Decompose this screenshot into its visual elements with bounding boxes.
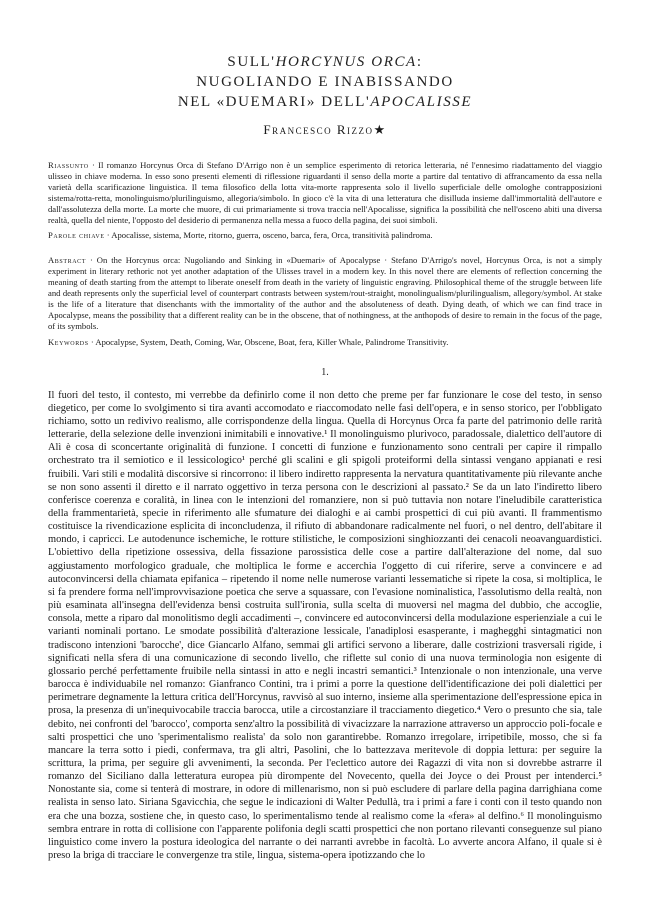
abstract-block	[48, 255, 602, 331]
body-text: Il fuori del testo, il contesto, mi verrebbe da definirlo come il non detto che preme per far funzionare le cose del testo, in senso diegetico, per come lo svolgimento si tira avanti accomodato e riaccomodato nelle fasi dell'opera, e in senso storico, per l'obbligato richiamo, sotto un redivivo realismo, alle corrispondenze della lingua. Quella di Horcynus Orca fa parte del patrimonio delle rarità letterarie, della selezione delle invenzioni inimitabili e innovative.¹ Il monolinguismo plurivoco, paradossale, dialettico dell'autore di Alì è cosa di sconcertante originalità di funzione. I concetti di funzione e funzionamento sono centrali per capire il rimpallo orchestrato tra il semiotico e il lessicologico¹ perché gli scalini e gli spigoli proteiformi della sintassi vengano appianati e resi fruibili. Vari stili e modalità discorsive si rincorrono: il libero indiretto rappresenta la nervatura quantitativamente più rilevante anche se non sono assenti il diretto e il narrato oggettivo in terza persona con le descrizioni al passato.² Se da un lato l'indiretto libero conferisce coerenza e coralità, in linea con le intenzioni del romanziere, non si può tuttavia non notare l'ineludibile caratteristica della frammentarietà, specie in riferimento alle sfumature dei dialoghi e ai cambi prospettici di cui più avanti. Il frammentismo costituisce la rivendicazione esplicita di inconcludenza, il rifiuto di abbandonare radicalmente nel fuori, o nel dentro, dell'abitare il mondo, i capricci. Le autodenunce ischemiche, le rotture stilistiche, le composizioni singhiozzanti dei cenacoli neoavanguardistici. L'obiettivo della ripetizione ossessiva, della fissazione parossistica delle cose a partire dall'alterazione del nome, dal suo aggiustamento morfologico graduale, che moltiplica le forme e accerchia l'oggetto di cui riferire, serve a convincere e ad autoconvincersi della chiamata epifanica – ripetendo il nome nelle numerose varianti lessematiche si ripete la cosa, si moltiplica, le si fa prendere forma nell'improvvisazione poetica che serve a squassare, con l'evasione nominalistica, l'assolutismo della realtà, non più esaminata all'insegna dell'evidenza bensì costruita sull'ironia, sulla scelta di muoversi nel magma del dubbio, che accoglie, consola, mette a riparo dal monolitismo degli accadimenti –, convincere ed autoconvincersi della modulazione esperienziale a cui le varianti nominali portano. Le smodate possibilità d'alterazione lessicale, l'anadiplosi esasperante, i maghegghi sintagmatici non tradiscono intenzioni 'barocche', dice Giancarlo Alfano, semmai gli artifici servono a liberare, dalle costrizioni trasversali rigide, i significati nella sfera di una comunicazione di secondo livello, che riflette sul conio di una nuova terminologia non esigente di glossario perché perfettamente fruibile nella sintassi in atto e negli incastri semantici.³ Intenzionale o non intenzionale, una verve barocca è individuabile nel romanzo: Gianfranco Contini, tra i primi a porre la questione dell'identificazione dei poli dialettici per perimetrare degnamente la lettura critica dell'Horcynus, ravvisò al suo interno, insieme alla sperimentazione dell'espressione epica in prosa, la presenza di un'inequivocabile traccia barocca, utile a circostanziare il tracciamento diegetico.⁴ Vero o presunto che sia, tale debito, nei confronti del 'barocco', comporta senz'altro la possibilità di vivacizzare la narrazione attraverso un approccio poli-focale e salti prospettici che uno 'sperimentalismo realista' da solo non garantirebbe. Romanzo irregolare, irripetibile, mosso, che si fa mancare la terra sotto i piedi, confermava, tra gli altri, Pasolini, che lo battezzava meritevole di doppia lettura: per seguire la scrittura, la prima, per seguire gli avvenimenti, la seconda. Per l'eclettico autore dei Ragazzi di vita non si dovrebbe astrarre il romanzo del Siciliano dalla letteratura europea più dirompente del Novecento, quella dei Joyce o dei Proust per intenderci.⁵ Nonostante sia, come si tenterà di mostrare, in odore di millenarismo, non si può escludere di parlare della pagina darrighiana come realista in senso lato. Siriana Sgavicchia, che segue le indicazioni di Walter Pedullà, tra i primi a fare i conti con il testo quando non era che una bozza, sostiene che, in questo caso, lo sperimentalismo tende al realismo come la «fera» al delfino.⁶ Il monolinguismo sembra entrare in rotta di collisione con l'apparente polifonia degli scatti prospettici che non portano rilevanti conseguenze sul piano linguistico come invero la postura ideologica del narrante o dei narranti avrebbe in facoltà. Lo avverte ancora Alfano, il quale si è preso la briga di tracciare le convergenze tra stile, lingua, sistema-opera ipotizzando che lo	[48, 389, 602, 862]
article-title	[48, 52, 602, 112]
parole-chiave-heading: Parole chiave	[48, 230, 105, 241]
riassunto-block	[48, 160, 602, 225]
parole-chiave-block	[48, 230, 602, 241]
keywords-text: · Apocalypse, System, Death, Coming, War, Obscene, Boat, fera, Killer Whale, Palindrome Transitivity.	[88, 336, 449, 347]
body-paragraph	[48, 389, 602, 863]
title-line-1: SULL'HORCYNUS ORCA:	[227, 54, 423, 70]
parole-chiave-text: · Apocalisse, sistema, Morte, ritorno, guerra, osceno, barca, fera, Orca, transitività palindroma.	[104, 230, 433, 241]
riassunto-heading: Riassunto	[48, 160, 89, 170]
title-line-2: NUGOLIANDO E INABISSANDO	[196, 74, 454, 90]
keywords-block	[48, 337, 602, 348]
author-name: Francesco Rizzo★	[263, 122, 387, 137]
riassunto-text: · Il romanzo Horcynus Orca di Stefano D'Arrigo non è un semplice esperimento di retorica letteraria, né l'ennesimo riadattamento del viaggio ulisseo in chiave moderna. In esso sono presenti elementi di riflessione riguardanti il senso della morte a partire dal tentativo di affrancamento da essa nella varietà della scarificazione linguistica. Il tema filosofico della lotta vita-morte rappresenta solo il livello superficiale delle omologhe contrapposizioni sistema/rotta-retta, monolinguismo/plurilinguismo, allegoria/simbolo. In gioco c'è la vita di una letteratura che disilluda insieme dall'immortalità dell'autore e dall'assolutezza della morte. La morte che muore, di cui primariamente si trova traccia nell'Apocalisse, significa la possibilità che nell'osceno abiti una diversa realtà, quella del niente, l'opposto del desiderio di permanenza nella messa a fuoco della pagina, dei suoi simboli.	[48, 160, 602, 225]
title-line-3: NEL «DUEMARI» DELL'APOCALISSE	[177, 94, 473, 110]
abstract-text: · On the Horcynus orca: Nugoliando and Sinking in «Duemari» of Apocalypse · Stefano D'Arrigo's novel, Horcynus Orca, is not a simply experiment in literary rethoric not yet another adaptation of the Ulisses travel in a modern key. In this novel there are elements of reflection concerning the meaning of death starting from the attempt to liberate oneself from death in the variety of linguistic engraving. Philosophical theme of the struggle between life and death represents only the superficial level of counterpart contrasts between system/rout-straight, monolingualism/plurilingualism, allegory/symbol. At stake is the life of a literature that disenchants with the immortality of the author and the absoluteness of death. Dying death, of which we can find trace in Apocalypse, means the possibility that a different reality can be in the obscene, that of nothingness, at the anthopods of desire to remain in the focus of the page, of its symbols.	[48, 255, 602, 331]
abstract-heading: Abstract	[48, 255, 87, 266]
keywords-heading: Keywords	[48, 336, 89, 347]
section-number: 1.	[321, 366, 329, 378]
